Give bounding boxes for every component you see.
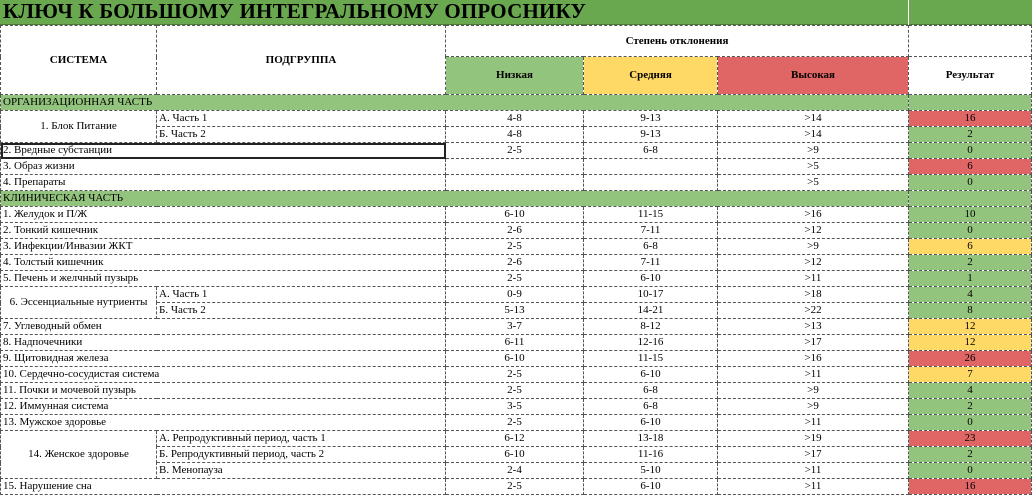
result-cell[interactable]: 12 <box>909 335 1032 351</box>
table-row <box>1 159 1032 175</box>
section-label[interactable]: ОРГАНИЗАЦИОННАЯ ЧАСТЬ <box>1 95 909 111</box>
high-range-cell[interactable]: >17 <box>718 335 909 351</box>
low-range-cell[interactable]: 2-5 <box>446 479 584 495</box>
system-cell[interactable]: 1. Блок Питание <box>1 111 157 143</box>
low-range-cell[interactable]: 4-8 <box>446 111 584 127</box>
table-row <box>1 207 1032 223</box>
low-range-cell[interactable]: 2-5 <box>446 367 584 383</box>
medium-range-cell[interactable]: 10-17 <box>584 287 718 303</box>
high-range-cell[interactable]: >16 <box>718 351 909 367</box>
low-range-cell[interactable]: 5-13 <box>446 303 584 319</box>
high-range-cell[interactable]: >16 <box>718 207 909 223</box>
result-cell[interactable]: 26 <box>909 351 1032 367</box>
system-cell[interactable]: 11. Почки и мочевой пузырь <box>1 383 446 399</box>
medium-range-cell[interactable]: 6-10 <box>584 271 718 287</box>
medium-range-cell[interactable]: 6-8 <box>584 239 718 255</box>
medium-range-cell[interactable]: 12-16 <box>584 335 718 351</box>
low-range-cell[interactable]: 2-5 <box>446 239 584 255</box>
result-cell[interactable]: 6 <box>909 239 1032 255</box>
high-range-cell[interactable]: >14 <box>718 127 909 143</box>
title-right-cell[interactable] <box>909 0 1032 25</box>
medium-range-cell[interactable]: 5-10 <box>584 463 718 479</box>
title-row <box>0 0 1034 25</box>
system-cell[interactable]: 3. Образ жизни <box>1 159 446 175</box>
subgroup-cell[interactable]: А. Часть 1 <box>157 287 446 303</box>
medium-range-cell[interactable]: 7-11 <box>584 223 718 239</box>
low-range-cell[interactable]: 0-9 <box>446 287 584 303</box>
table-row <box>1 399 1032 415</box>
high-range-cell[interactable]: >22 <box>718 303 909 319</box>
header-high[interactable]: Высокая <box>718 57 909 95</box>
result-cell[interactable]: 0 <box>909 415 1032 431</box>
medium-range-cell[interactable]: 6-10 <box>584 367 718 383</box>
high-range-cell[interactable]: >11 <box>718 271 909 287</box>
low-range-cell[interactable]: 2-5 <box>446 143 584 159</box>
table-row <box>1 367 1032 383</box>
medium-range-cell[interactable]: 6-10 <box>584 479 718 495</box>
high-range-cell[interactable]: >12 <box>718 223 909 239</box>
result-cell[interactable]: 8 <box>909 303 1032 319</box>
system-cell[interactable]: 7. Углеводный обмен <box>1 319 446 335</box>
high-range-cell[interactable]: >5 <box>718 159 909 175</box>
result-cell[interactable]: 6 <box>909 159 1032 175</box>
low-range-cell[interactable]: 2-6 <box>446 223 584 239</box>
table-row <box>1 431 1032 447</box>
high-range-cell[interactable]: >14 <box>718 111 909 127</box>
system-cell[interactable]: 6. Эссенциальные нутриенты <box>1 287 157 319</box>
medium-range-cell[interactable]: 6-8 <box>584 399 718 415</box>
result-cell[interactable]: 4 <box>909 383 1032 399</box>
high-range-cell[interactable]: >11 <box>718 463 909 479</box>
subgroup-cell[interactable]: Б. Часть 2 <box>157 303 446 319</box>
table-row <box>1 111 1032 127</box>
header-subgroup[interactable]: ПОДГРУППА <box>157 26 446 95</box>
low-range-cell[interactable]: 6-11 <box>446 335 584 351</box>
result-cell[interactable]: 2 <box>909 255 1032 271</box>
system-cell[interactable]: 1. Желудок и П/Ж <box>1 207 446 223</box>
system-cell[interactable]: 8. Надпочечники <box>1 335 446 351</box>
result-cell[interactable]: 23 <box>909 431 1032 447</box>
system-cell[interactable]: 15. Нарушение сна <box>1 479 446 495</box>
subgroup-cell[interactable]: А. Репродуктивный период, часть 1 <box>157 431 446 447</box>
low-range-cell[interactable]: 4-8 <box>446 127 584 143</box>
high-range-cell[interactable]: >11 <box>718 479 909 495</box>
high-range-cell[interactable]: >11 <box>718 367 909 383</box>
table-row <box>1 335 1032 351</box>
low-range-cell[interactable]: 2-5 <box>446 415 584 431</box>
table-row <box>1 319 1032 335</box>
header-result[interactable]: Результат <box>909 57 1032 95</box>
low-range-cell[interactable]: 3-5 <box>446 399 584 415</box>
table-row <box>1 255 1032 271</box>
result-cell[interactable]: 0 <box>909 143 1032 159</box>
result-cell[interactable]: 4 <box>909 287 1032 303</box>
low-range-cell[interactable]: 2-6 <box>446 255 584 271</box>
medium-range-cell[interactable]: 9-13 <box>584 127 718 143</box>
table-row <box>1 287 1032 303</box>
high-range-cell[interactable]: >9 <box>718 143 909 159</box>
section-result-cell[interactable] <box>909 191 1032 207</box>
table-row <box>1 415 1032 431</box>
medium-range-cell[interactable]: 8-12 <box>584 319 718 335</box>
section-row <box>1 191 1032 207</box>
header-system[interactable]: СИСТЕМА <box>1 26 157 95</box>
result-cell[interactable]: 0 <box>909 463 1032 479</box>
table-row <box>1 143 1032 159</box>
result-cell[interactable]: 2 <box>909 127 1032 143</box>
low-range-cell[interactable]: 6-10 <box>446 447 584 463</box>
result-cell[interactable]: 10 <box>909 207 1032 223</box>
result-cell[interactable]: 16 <box>909 479 1032 495</box>
low-range-cell[interactable]: 6-12 <box>446 431 584 447</box>
medium-range-cell[interactable]: 6-8 <box>584 143 718 159</box>
low-range-cell[interactable]: 3-7 <box>446 319 584 335</box>
result-cell[interactable]: 16 <box>909 111 1032 127</box>
section-result-cell[interactable] <box>909 95 1032 111</box>
high-range-cell[interactable]: >9 <box>718 399 909 415</box>
section-label[interactable]: КЛИНИЧЕСКАЯ ЧАСТЬ <box>1 191 909 207</box>
low-range-cell[interactable] <box>446 175 584 191</box>
sheet-title: КЛЮЧ К БОЛЬШОМУ ИНТЕГРАЛЬНОМУ ОПРОСНИКУ <box>3 0 587 23</box>
system-cell[interactable]: 2. Тонкий кишечник <box>1 223 446 239</box>
title-cell[interactable] <box>0 0 908 25</box>
result-cell[interactable]: 2 <box>909 399 1032 415</box>
high-range-cell[interactable]: >5 <box>718 175 909 191</box>
medium-range-cell[interactable] <box>584 175 718 191</box>
medium-range-cell[interactable]: 11-15 <box>584 207 718 223</box>
table-row <box>1 383 1032 399</box>
low-range-cell[interactable]: 2-5 <box>446 271 584 287</box>
system-cell[interactable]: 10. Сердечно-сосудистая система <box>1 367 446 383</box>
header-medium[interactable]: Средняя <box>584 57 718 95</box>
system-cell[interactable]: 12. Иммунная система <box>1 399 446 415</box>
medium-range-cell[interactable]: 13-18 <box>584 431 718 447</box>
high-range-cell[interactable]: >18 <box>718 287 909 303</box>
high-range-cell[interactable]: >9 <box>718 239 909 255</box>
subgroup-cell[interactable]: А. Часть 1 <box>157 111 446 127</box>
section-row <box>1 95 1032 111</box>
low-range-cell[interactable] <box>446 159 584 175</box>
system-cell[interactable]: 2. Вредные субстанции <box>1 143 446 159</box>
high-range-cell[interactable]: >19 <box>718 431 909 447</box>
result-cell[interactable]: 12 <box>909 319 1032 335</box>
high-range-cell[interactable]: >17 <box>718 447 909 463</box>
medium-range-cell[interactable]: 14-21 <box>584 303 718 319</box>
system-cell[interactable]: 13. Мужское здоровье <box>1 415 446 431</box>
medium-range-cell[interactable]: 11-16 <box>584 447 718 463</box>
result-cell[interactable]: 1 <box>909 271 1032 287</box>
medium-range-cell[interactable] <box>584 159 718 175</box>
result-cell[interactable]: 7 <box>909 367 1032 383</box>
header-blank-cell[interactable] <box>909 26 1032 57</box>
header-deviation[interactable]: Степень отклонения <box>446 26 909 57</box>
medium-range-cell[interactable]: 9-13 <box>584 111 718 127</box>
system-cell[interactable]: 5. Печень и желчный пузырь <box>1 271 446 287</box>
system-cell[interactable]: 9. Щитовидная железа <box>1 351 446 367</box>
low-range-cell[interactable]: 2-5 <box>446 383 584 399</box>
medium-range-cell[interactable]: 6-8 <box>584 383 718 399</box>
result-cell[interactable]: 0 <box>909 223 1032 239</box>
medium-range-cell[interactable]: 6-10 <box>584 415 718 431</box>
high-range-cell[interactable]: >13 <box>718 319 909 335</box>
system-cell[interactable]: 3. Инфекции/Инвазии ЖКТ <box>1 239 446 255</box>
table-row <box>1 271 1032 287</box>
low-range-cell[interactable]: 6-10 <box>446 351 584 367</box>
system-cell[interactable]: 14. Женское здоровье <box>1 431 157 479</box>
key-table <box>0 25 1032 495</box>
high-range-cell[interactable]: >11 <box>718 415 909 431</box>
table-row <box>1 239 1032 255</box>
system-cell[interactable]: 4. Толстый кишечник <box>1 255 446 271</box>
result-cell[interactable]: 2 <box>909 447 1032 463</box>
subgroup-cell[interactable]: Б. Часть 2 <box>157 127 446 143</box>
table-row <box>1 351 1032 367</box>
table-row <box>1 479 1032 495</box>
table-row <box>1 223 1032 239</box>
low-range-cell[interactable]: 6-10 <box>446 207 584 223</box>
system-cell[interactable]: 4. Препараты <box>1 175 446 191</box>
low-range-cell[interactable]: 2-4 <box>446 463 584 479</box>
header-low[interactable]: Низкая <box>446 57 584 95</box>
result-cell[interactable]: 0 <box>909 175 1032 191</box>
table-row <box>1 175 1032 191</box>
medium-range-cell[interactable]: 11-15 <box>584 351 718 367</box>
high-range-cell[interactable]: >9 <box>718 383 909 399</box>
medium-range-cell[interactable]: 7-11 <box>584 255 718 271</box>
subgroup-cell[interactable]: Б. Репродуктивный период, часть 2 <box>157 447 446 463</box>
high-range-cell[interactable]: >12 <box>718 255 909 271</box>
subgroup-cell[interactable]: В. Менопауза <box>157 463 446 479</box>
